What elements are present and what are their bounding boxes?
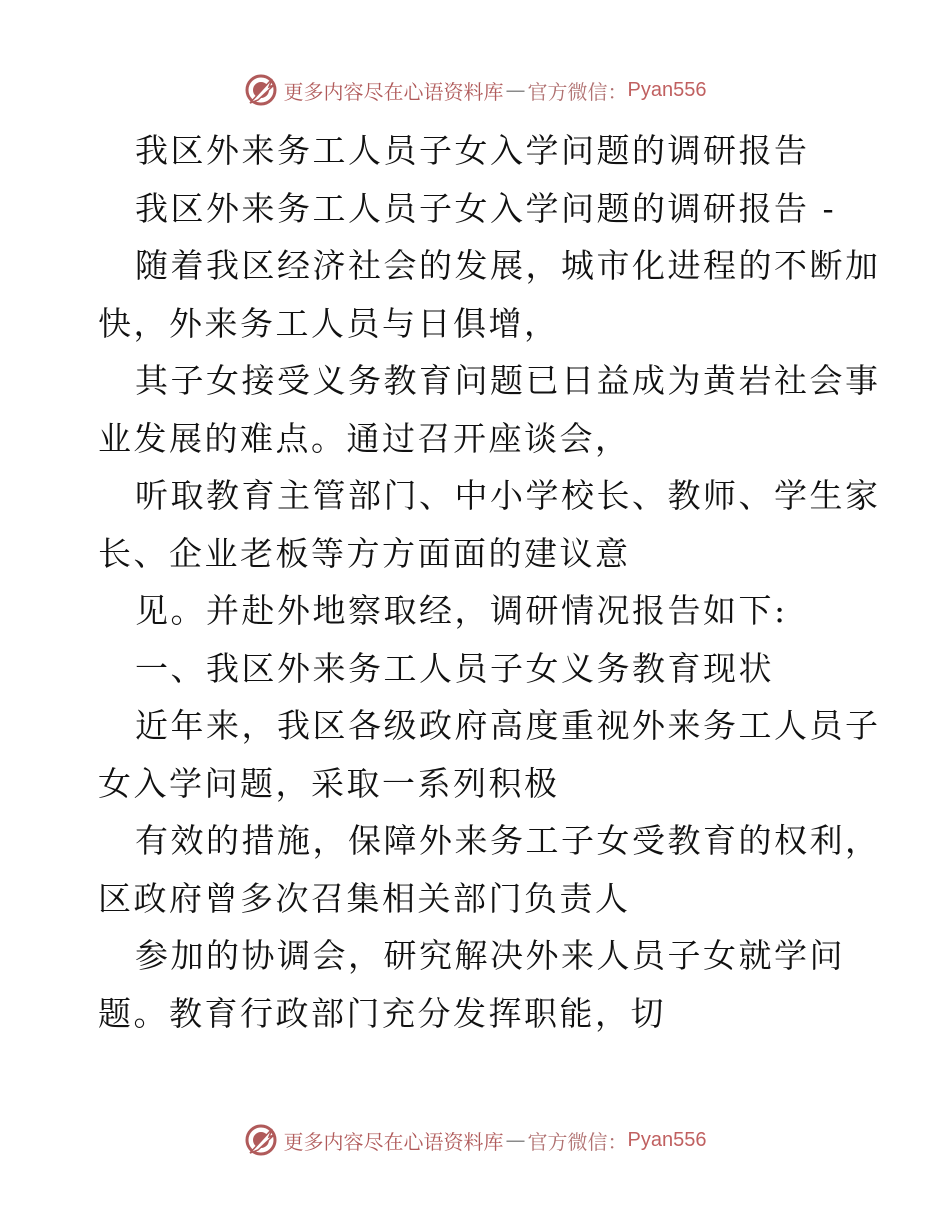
section-heading: 一、我区外来务工人员子女义务教育现状 [135, 648, 774, 688]
text-line: 有效的措施，保障外来务工子女受教育的权利， [135, 821, 881, 860]
quill-seal-icon [244, 73, 278, 107]
footer-separator: — [505, 1128, 526, 1152]
text-line: 快，外来务工人员与日俱增， [98, 303, 560, 343]
text-line: 我区外来务工人员子女入学问题的调研报告 - [135, 188, 837, 228]
document-title: 我区外来务工人员子女入学问题的调研报告 [135, 131, 810, 170]
text-line: 长、企业老板等方方面面的建议意 [98, 533, 631, 573]
footer-wechat-id: Pyan556 [627, 1128, 707, 1151]
footer-site-text: 更多内容尽在心语资料库 [283, 1129, 504, 1154]
document-body [98, 122, 881, 1042]
text-line: 随着我区经济社会的发展，城市化进程的不断加 [135, 246, 881, 285]
header-wechat-label: 官方微信： [527, 79, 628, 104]
text-line: 参加的协调会，研究解决外来人员子女就学问 [135, 936, 845, 975]
text-line: 题。教育行政部门充分发挥职能，切 [98, 993, 666, 1033]
text-line: 其子女接受义务教育问题已日益成为黄岩社会事 [135, 361, 881, 400]
header-wechat-id: Pyan556 [627, 78, 707, 101]
header-site-text: 更多内容尽在心语资料库 [283, 79, 504, 104]
footer-watermark [0, 1120, 950, 1160]
text-line: 见。并赴外地察取经，调研情况报告如下: [135, 591, 788, 630]
text-line: 业发展的难点。通过召开座谈会， [98, 418, 631, 458]
footer-wechat-label: 官方微信： [527, 1129, 628, 1154]
header-separator: — [505, 78, 526, 102]
text-line: 听取教育主管部门、中小学校长、教师、学生家 [135, 476, 881, 515]
text-line: 女入学问题，采取一系列积极 [98, 763, 560, 803]
text-line: 近年来，我区各级政府高度重视外来务工人员子 [135, 706, 881, 745]
quill-seal-icon [244, 1123, 278, 1157]
text-line: 区政府曾多次召集相关部门负责人 [98, 878, 631, 918]
header-watermark [0, 70, 950, 110]
